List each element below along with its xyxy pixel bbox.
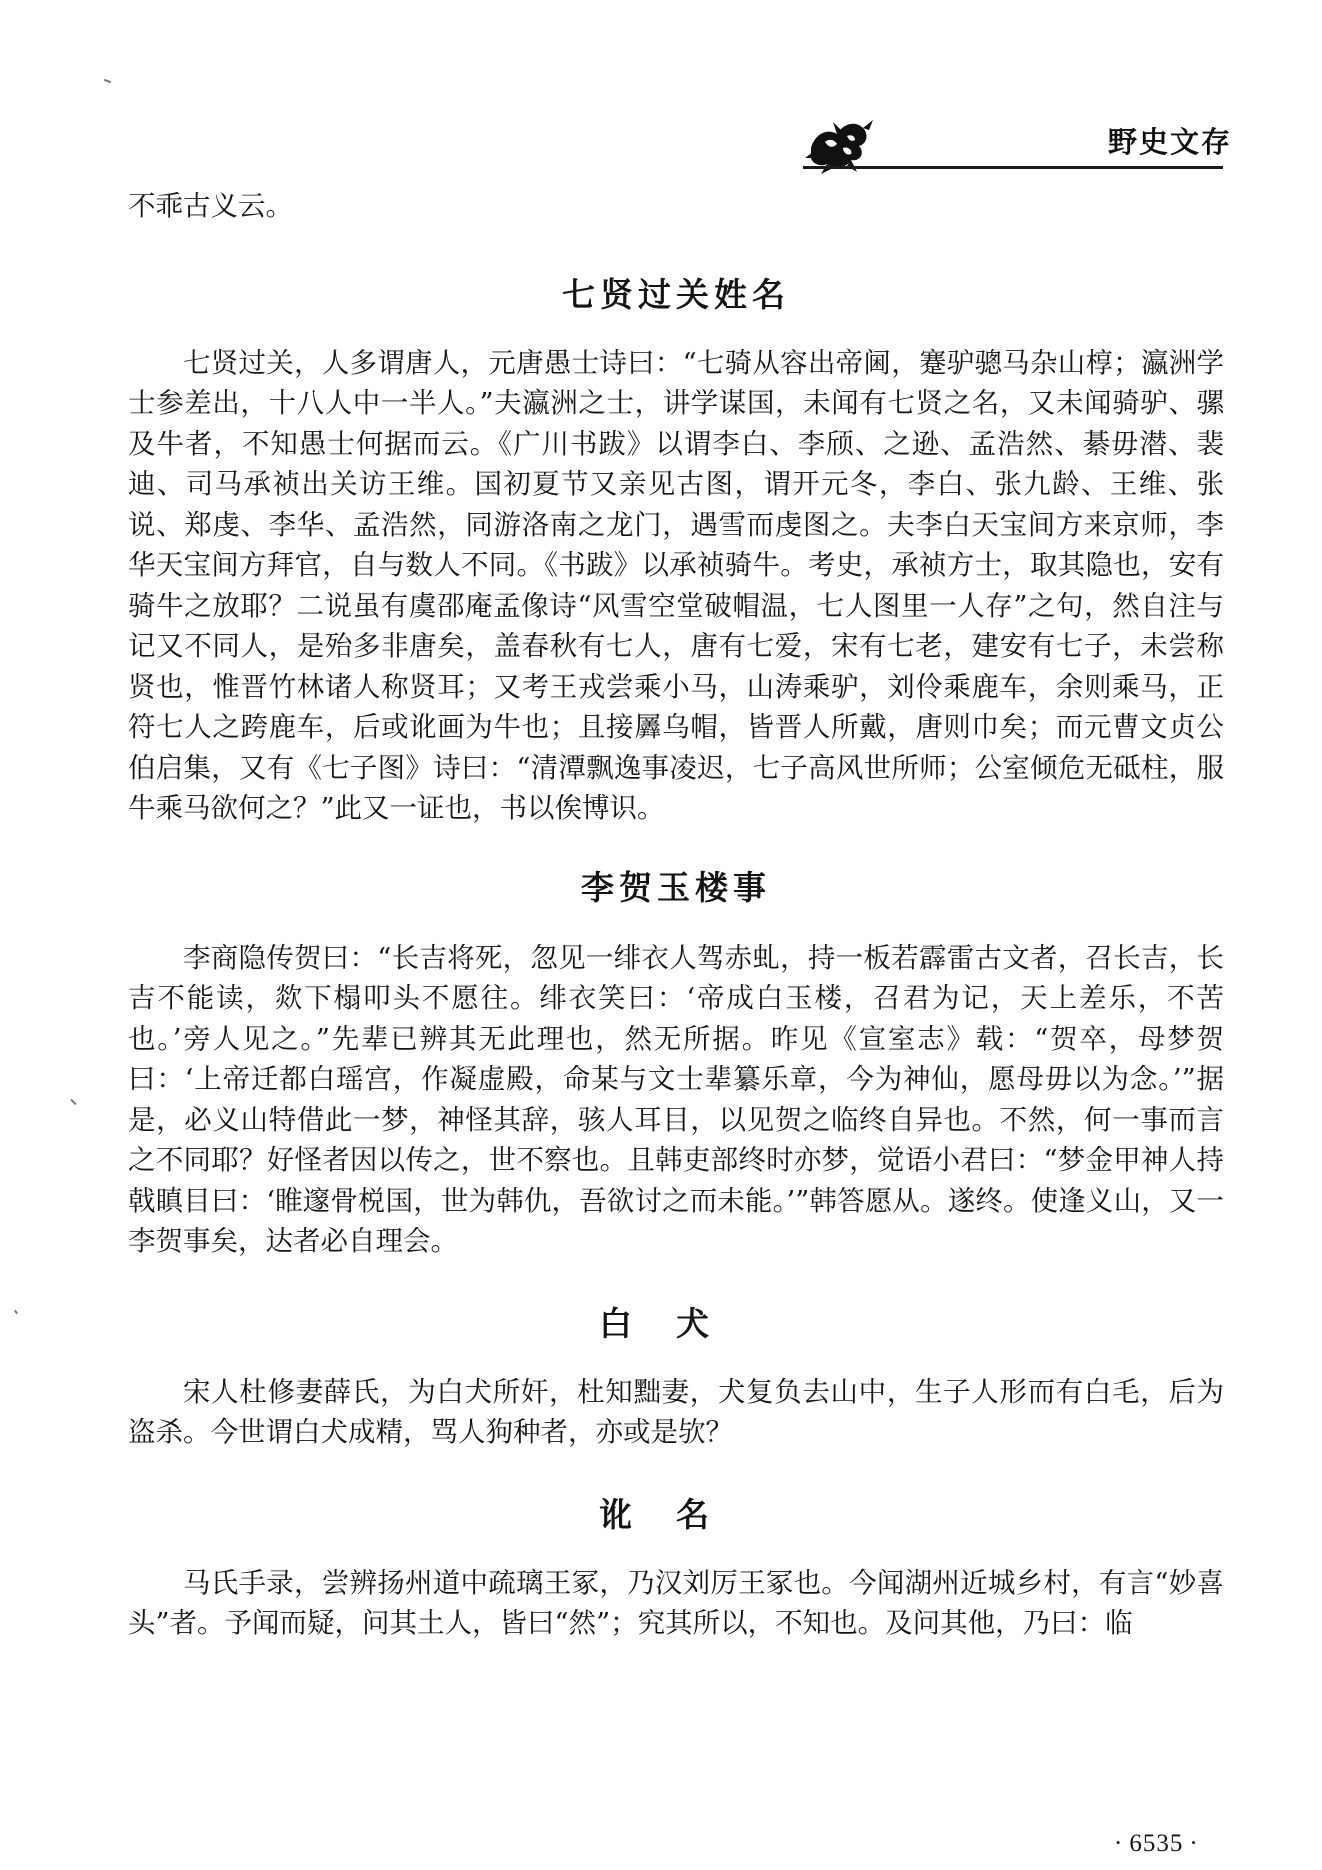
header-rule bbox=[803, 166, 1223, 169]
section-title: 李贺玉楼事 bbox=[581, 867, 771, 907]
section-paragraph: 李商隐传贺曰：“长吉将死，忽见一绯衣人驾赤虬，持一板若霹雷古文者，召长吉，长吉不能读，欻下榻叩头不愿往。绯衣笑曰：‘帝成白玉楼，召君为记，天上差乐，不苦也。’旁人见之。”先辈已辨其无此理也，然无所据。昨见《宣室志》载：“贺卒，母梦贺曰：‘上帝迁都白瑶宫，作凝虚殿，命某与文士辈纂乐章，今为神仙，愿母毋以为念。’”据是，必义山特借此一梦，神怪其辞，骇人耳目，以见贺之临终自异也。不然，何一事而言之不同耶？好怪者因以传之，世不察也。且韩吏部终时亦梦，觉语小君曰：“梦金甲神人持戟瞋目曰：‘睢邃骨棁国，世为韩仇，吾欲讨之而未能。’”韩答愿从。遂终。使逢义山，又一李贺事矣，达者必自理会。 bbox=[128, 941, 1224, 1257]
page-number-value: 6535 bbox=[1129, 1830, 1184, 1857]
section-paragraph: 宋人杜修妻薛氏，为白犬所奸，杜知黜妻，犬复负去山中，生子人形而有白毛，后为盗杀。今世谓白犬成精，骂人狗种者，亦或是欤？ bbox=[128, 1375, 1224, 1448]
page-number-dot: · bbox=[1114, 1830, 1124, 1857]
scan-mark bbox=[14, 1310, 18, 1314]
book-title: 野史文存 bbox=[1108, 125, 1233, 159]
running-header bbox=[0, 0, 1322, 180]
page-body bbox=[128, 186, 1224, 1644]
scan-mark bbox=[70, 1099, 76, 1105]
section-title: 七贤过关姓名 bbox=[562, 274, 790, 314]
dragon-emblem-icon bbox=[803, 112, 879, 174]
section-paragraph: 马氏手录，尝辨扬州道中疏璃王冢，乃汉刘厉王冢也。今闻湖州近城乡村，有言“妙喜头”者。予闻而疑，问其土人，皆曰“然”；究其所以，不知也。及问其他，乃曰：临 bbox=[128, 1566, 1224, 1639]
section-paragraph: 七贤过关，人多谓唐人，元唐愚士诗曰：“七骑从容出帝阃，蹇驴骢马杂山椁；瀛洲学士参差出，十八人中一半人。”夫瀛洲之士，讲学谋国，未闻有七贤之名，又未闻骑驴、骡及牛者，不知愚士何据而云。《广川书跋》以谓李白、李颀、之逊、孟浩然、綦毋潜、裴迪、司马承祯出关访王维。国初夏节又亲见古图，谓开元冬，李白、张九龄、王维、张说、郑虔、李华、孟浩然，同游洛南之龙门，遇雪而虔图之。夫李白天宝间方来京师，李华天宝间方拜官，自与数人不同。《书跋》以承祯骑牛。考史，承祯方士，取其隐也，安有骑牛之放耶？二说虽有虞邵庵孟像诗“风雪空堂破帽温，七人图里一人存”之句，然自注与记又不同人，是殆多非唐矣，盖春秋有七人，唐有七爱，宋有七老，建安有七子，未尝称贤也，惟晋竹林诸人称贤耳；又考王戎尝乘小马，山涛乘驴，刘伶乘鹿车，余则乘马，正符七人之跨鹿车，后或讹画为牛也；且接羼乌帽，皆晋人所戴，唐则巾矣；而元曹文贞公伯启集，又有《七子图》诗曰：“清潭飘逸事凌迟，七子高风世所师；公室倾危无砥柱，服牛乘马欲何之？”此又一证也，书以俟博识。 bbox=[128, 346, 1224, 824]
page-number bbox=[1108, 1830, 1205, 1858]
continued-paragraph: 不乖古义云。 bbox=[128, 190, 293, 222]
page-number-dot: · bbox=[1189, 1830, 1199, 1857]
section-title: 讹名 bbox=[599, 1494, 753, 1534]
section-title: 白犬 bbox=[599, 1303, 753, 1343]
